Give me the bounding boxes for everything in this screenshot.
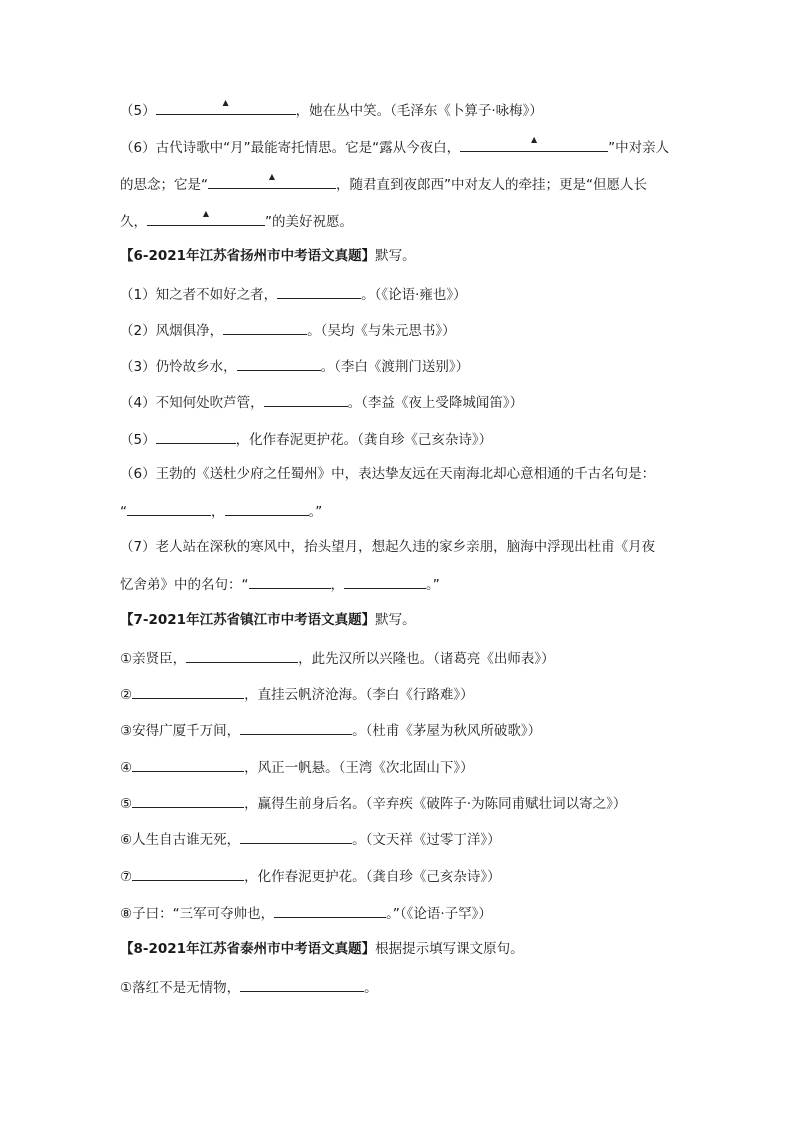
answer-blank[interactable] xyxy=(132,793,244,808)
question-text: （4）不知何处吹芦管， xyxy=(120,395,264,411)
question-text: 的思念；它是“ xyxy=(120,177,208,193)
question-text: ， xyxy=(211,504,225,520)
question-text: ，化作春泥更护花。（龚自珍《己亥杂诗》） xyxy=(244,869,501,885)
question-line xyxy=(120,648,555,668)
question-text: ，赢得生前身后名。（辛弃疾《破阵子·为陈同甫赋壮词以寄之》） xyxy=(244,796,627,812)
question-line xyxy=(120,757,474,777)
answer-blank[interactable] xyxy=(240,829,352,844)
section-heading xyxy=(120,611,416,629)
question-text: ，她在丛中笑。（毛泽东《卜算子·咏梅》） xyxy=(295,103,543,119)
question-text: ， xyxy=(330,577,344,593)
question-line xyxy=(120,684,474,704)
question-line xyxy=(120,866,501,886)
answer-blank[interactable] xyxy=(277,284,361,299)
question-line xyxy=(120,429,492,449)
question-text: ，随君直到夜郎西”中对友人的牵挂；更是“但愿人长 xyxy=(336,177,647,193)
question-text: （6）王勃的《送杜少府之任蜀州》中，表达挚友远在天南海北却心意相通的千古名句是： xyxy=(120,466,656,482)
answer-blank[interactable] xyxy=(186,648,298,663)
answer-blank[interactable] xyxy=(208,174,336,189)
answer-blank[interactable] xyxy=(460,137,608,152)
answer-blank[interactable] xyxy=(132,684,244,699)
answer-blank[interactable] xyxy=(156,100,296,115)
question-text: 。”（《论语·子罕》） xyxy=(386,906,492,922)
triangle-marker-icon: ▲ xyxy=(531,135,538,144)
question-text: ⑤ xyxy=(120,796,133,812)
question-line xyxy=(120,211,353,231)
question-line xyxy=(120,100,543,120)
section-heading xyxy=(120,940,524,958)
section-instruction: 默写。 xyxy=(375,248,416,264)
question-text: 。” xyxy=(426,577,440,593)
question-line xyxy=(120,174,647,194)
section-title: 【7-2021年江苏省镇江市中考语文真题】 xyxy=(120,612,376,628)
question-text: 。（李益《夜上受降城闻笛》） xyxy=(347,395,524,411)
answer-blank[interactable] xyxy=(249,574,331,589)
question-text: 忆舍弟》中的名句：“ xyxy=(120,577,249,593)
question-text: 。（《论语·雍也》） xyxy=(361,287,467,303)
question-text: 。（吴均《与朱元思书》） xyxy=(307,323,456,339)
question-line xyxy=(120,392,523,412)
question-text: （1）知之者不如好之者， xyxy=(120,287,278,303)
answer-blank[interactable] xyxy=(264,392,348,407)
answer-blank[interactable] xyxy=(132,866,244,881)
triangle-marker-icon: ▲ xyxy=(222,98,229,107)
question-line xyxy=(120,574,440,594)
question-line xyxy=(120,793,626,813)
section-title: 【6-2021年江苏省扬州市中考语文真题】 xyxy=(120,248,376,264)
question-text: （7）老人站在深秋的寒风中，抬头望月，想起久违的家乡亲朋，脑海中浮现出杜甫《月夜 xyxy=(120,539,656,555)
question-line xyxy=(120,320,456,340)
answer-blank[interactable] xyxy=(240,977,364,992)
question-text: ，此先汉所以兴隆也。（诸葛亮《出师表》） xyxy=(298,651,555,667)
answer-blank[interactable] xyxy=(240,720,352,735)
answer-blank[interactable] xyxy=(223,320,307,335)
question-text: ①亲贤臣， xyxy=(120,651,187,667)
question-text: 久， xyxy=(120,214,147,230)
question-number: （5） xyxy=(120,103,156,119)
section-instruction: 默写。 xyxy=(375,612,416,628)
question-line xyxy=(120,501,322,521)
question-line xyxy=(120,903,492,923)
answer-blank[interactable] xyxy=(127,501,211,516)
question-line xyxy=(120,284,467,304)
question-text: （5） xyxy=(120,432,156,448)
question-text: ② xyxy=(120,687,133,703)
question-text: （6）古代诗歌中“月”最能寄托情思。它是“露从今夜白， xyxy=(120,140,461,156)
question-text: “ xyxy=(120,504,127,520)
question-text: ，直挂云帆济沧海。（李白《行路难》） xyxy=(244,687,474,703)
question-text: ①落红不是无情物， xyxy=(120,980,241,996)
question-text: 。（李白《渡荆门送别》） xyxy=(320,359,470,375)
question-text: 。” xyxy=(308,504,323,520)
answer-blank[interactable] xyxy=(225,501,309,516)
question-text: ④ xyxy=(120,760,133,776)
question-text: 。（杜甫《茅屋为秋风所破歌》） xyxy=(352,723,542,739)
question-text: ⑥人生自古谁无死， xyxy=(120,832,241,848)
question-line xyxy=(120,465,655,483)
question-text: （3）仍怜故乡水， xyxy=(120,359,237,375)
question-line xyxy=(120,720,541,740)
question-text: 。 xyxy=(364,980,378,996)
question-line xyxy=(120,829,501,849)
section-heading xyxy=(120,247,416,265)
answer-blank[interactable] xyxy=(274,903,386,918)
question-text: ⑦ xyxy=(120,869,133,885)
triangle-marker-icon: ▲ xyxy=(202,209,210,218)
section-title: 【8-2021年江苏省泰州市中考语文真题】 xyxy=(120,941,376,957)
question-line xyxy=(120,137,669,157)
answer-blank[interactable] xyxy=(132,757,244,772)
question-text: ”的美好祝愿。 xyxy=(265,214,353,230)
answer-blank[interactable] xyxy=(147,211,265,226)
question-line xyxy=(120,538,655,556)
question-text: ⑧子曰：“三军可夺帅也， xyxy=(120,906,275,922)
question-text: 。（文天祥《过零丁洋》） xyxy=(352,832,501,848)
section-instruction: 根据提示填写课文原句。 xyxy=(375,941,524,957)
question-text: ③安得广厦千万间， xyxy=(120,723,241,739)
answer-blank[interactable] xyxy=(156,429,236,444)
question-text: ，风正一帆悬。（王湾《次北固山下》） xyxy=(244,760,474,776)
question-line xyxy=(120,356,469,376)
question-text: ”中对亲人 xyxy=(608,140,670,156)
triangle-marker-icon: ▲ xyxy=(268,172,276,181)
answer-blank[interactable] xyxy=(237,356,321,371)
answer-blank[interactable] xyxy=(344,574,426,589)
question-line xyxy=(120,977,378,997)
question-text: ，化作春泥更护花。（龚自珍《己亥杂诗》） xyxy=(235,432,493,448)
question-text: （2）风烟俱净， xyxy=(120,323,224,339)
